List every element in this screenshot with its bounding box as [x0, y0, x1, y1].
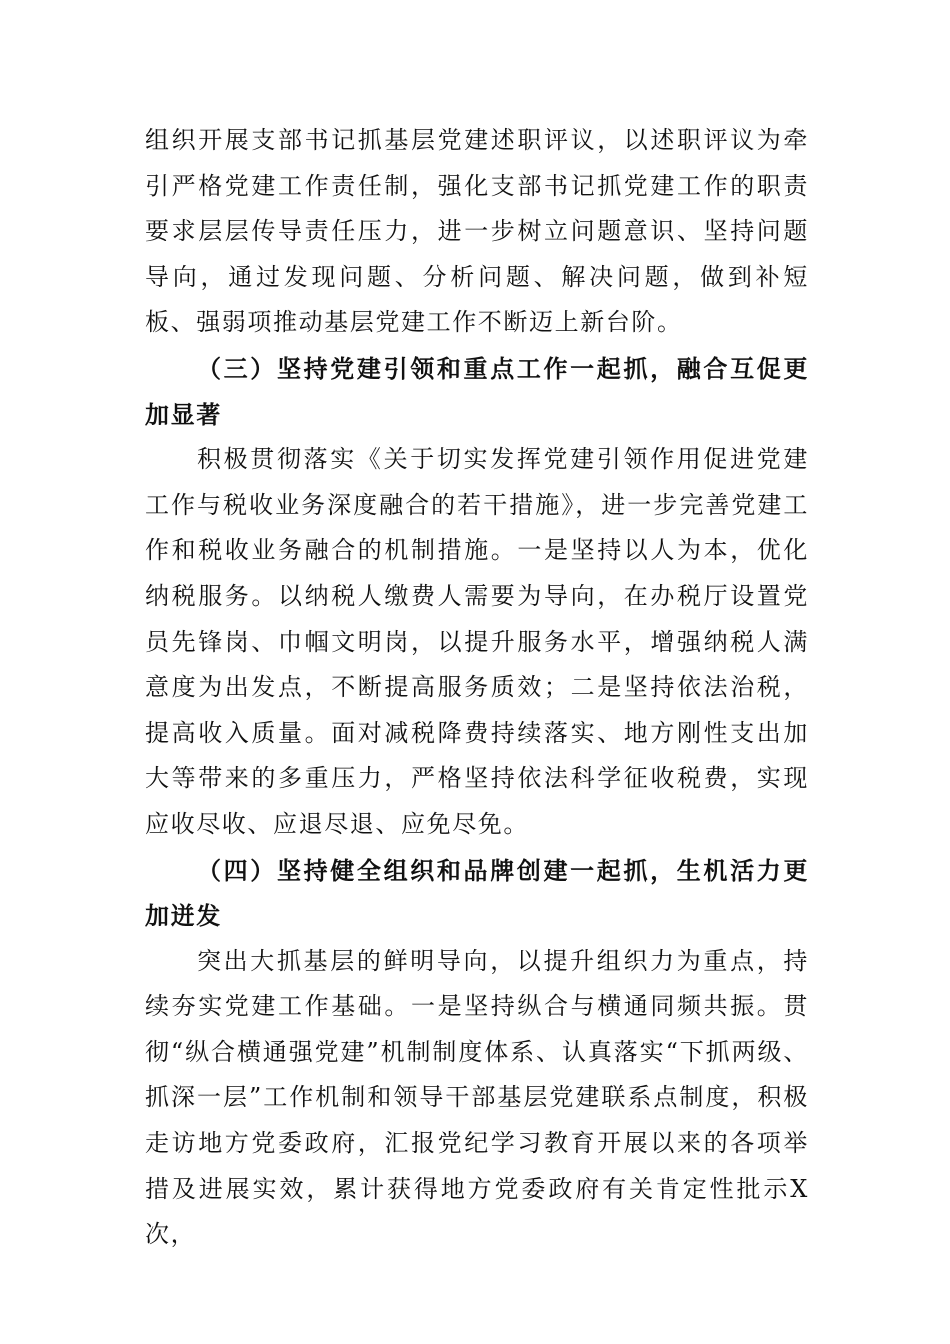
section-heading-3: （三）坚持党建引领和重点工作一起抓，融合互促更加显著	[145, 353, 809, 429]
paragraph-organization: 突出大抓基层的鲜明导向，以提升组织力为重点，持续夯实党建工作基础。一是坚持纵合与横通同频共振。贯彻“纵合横通强党建”机制制度体系、认真落实“下抓两级、抓深一层”工作机制和领导干部基层党建联系点制度，积极走访地方党委政府，汇报党纪学习教育开展以来的各项举措及进展实效，累计获得地方党委政府有关肯定性批示X次，	[145, 946, 809, 1249]
paragraph-accountability: 组织开展支部书记抓基层党建述职评议，以述职评议为牵引严格党建工作责任制，强化支部书记抓党建工作的职责要求层层传导责任压力，进一步树立问题意识、坚持问题导向，通过发现问题、分析问题、解决问题，做到补短板、强弱项推动基层党建工作不断迈上新台阶。	[145, 126, 809, 337]
paragraph-integration: 积极贯彻落实《关于切实发挥党建引领作用促进党建工作与税收业务深度融合的若干措施》，进一步完善党建工作和税收业务融合的机制措施。一是坚持以人为本，优化纳税服务。以纳税人缴费人需要为导向，在办税厅设置党员先锋岗、巾帼文明岗，以提升服务水平，增强纳税人满意度为出发点，不断提高服务质效；二是坚持依法治税，提高收入质量。面对减税降费持续落实、地方刚性支出加大等带来的多重压力，严格坚持依法科学征收税费，实现应收尽收、应退尽退、应免尽免。	[145, 445, 809, 838]
document-page	[145, 118, 809, 1258]
section-heading-4: （四）坚持健全组织和品牌创建一起抓，生机活力更加迸发	[145, 855, 809, 931]
